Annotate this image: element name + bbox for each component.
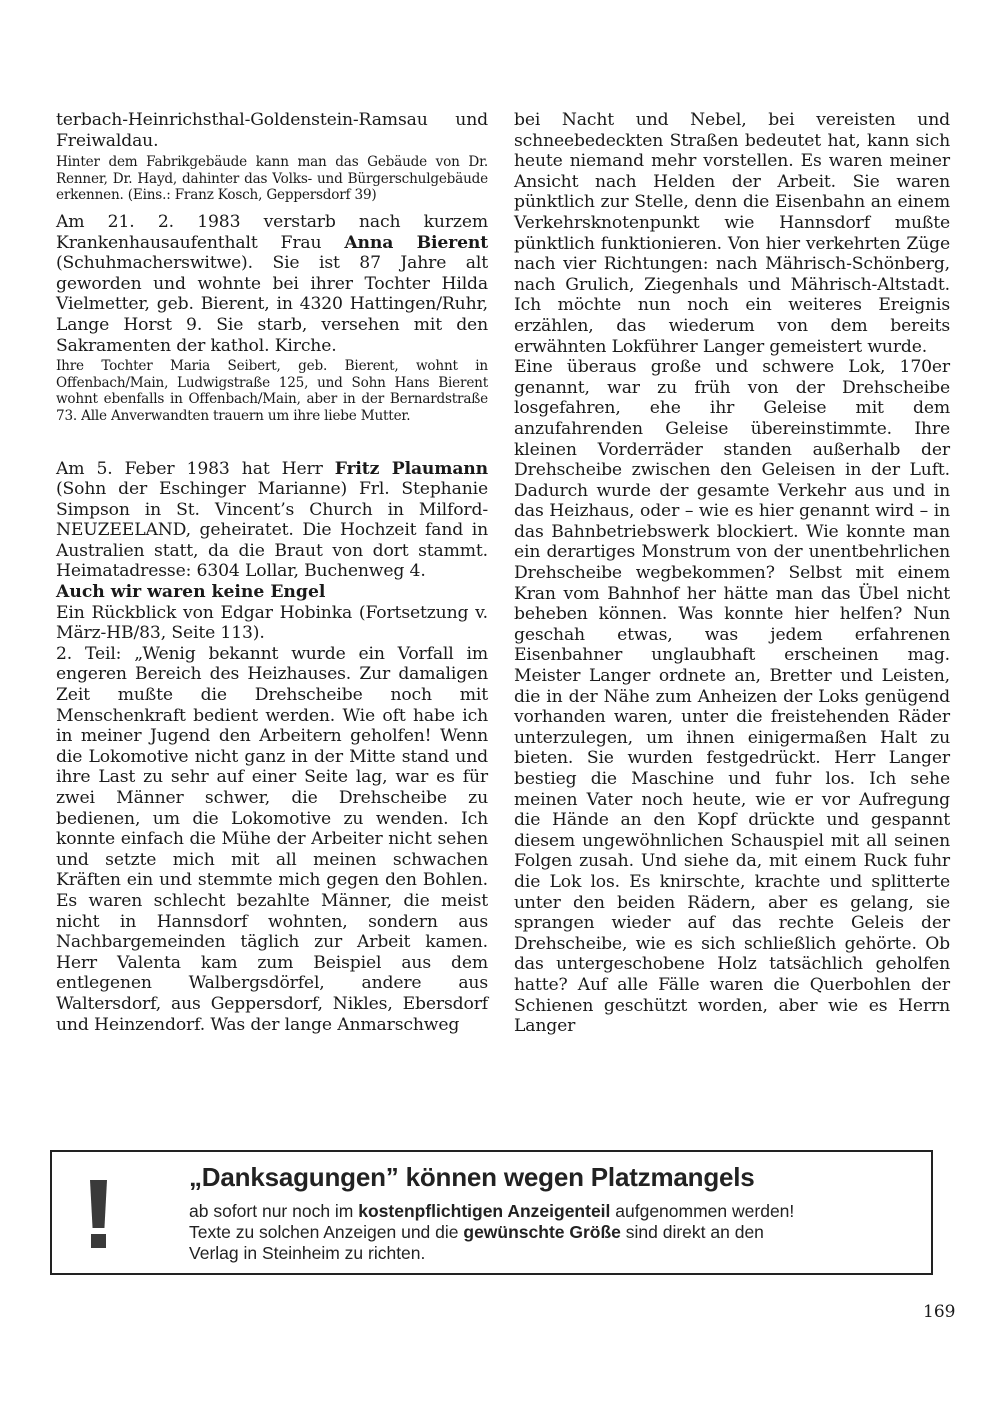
deceased-name: Anna Bierent (344, 232, 488, 253)
notice-line-2: Texte zu solchen Anzeigen und die gewünschte Größe sind direkt an den (189, 1222, 764, 1242)
notice-line-1: ab sofort nur noch im kostenpflichtigen Anzeigenteil aufgenommen werden! (189, 1201, 795, 1221)
photo-caption: Hinter dem Fabrikgebäude kann man das Gebäude von Dr. Renner, Dr. Hayd, dahinter das Volks- und Bürgerschulgebäude erkennen. (Eins.: Franz Kosch, Geppersdorf 39) (56, 154, 488, 204)
notice-box (50, 1150, 933, 1275)
groom-name: Fritz Plaumann (334, 458, 488, 479)
article-body-part1: 2. Teil: „Wenig bekannt wurde ein Vorfall im engeren Bereich des Heizhauses. Zur damaligen Zeit mußte die Drehscheibe noch mit Menschenkraft bedient werden. Wie oft habe ich in meiner Jugend den Arbeitern geholfen! Wenn die Lokomotive nicht ganz in der Mitte stand und ihre Last zu sehr auf einer Seite lag, war es für zwei Männer schwer, die Drehscheibe zu bedienen, um die Lokomotive zu wenden. Ich konnte einfach die Mühe der Arbeiter nicht sehen und setzte mich mit all meinen schwachen Kräften ein und stemmte mich gegen den Bohlen. Es waren schlecht bezahlte Männer, die meist nicht in Hannsdorf wohnten, sondern aus Nachbargemeinden täglich zur Arbeit kamen. Herr Valenta kam zum Beispiel aus dem entlegenen Walbergsdörfel, andere aus Waltersdorf, aus Geppersdorf, Nikles, Ebersdorf und Heinzendorf. Was der lange Anmarschweg (56, 643, 488, 1035)
article-heading: Auch wir waren keine Engel (56, 582, 326, 603)
article-body-part2: bei Nacht und Nebel, bei vereisten und schneebedeckten Straßen bedeutet hat, kann sich heute niemand mehr vorstellen. Es waren meiner Ansicht nach Helden der Arbeit. Sie waren pünktlich zur Stelle, denn die Eisenbahn an einem Verkehrsknotenpunkt wie Hannsdorf mußte pünktlich funktionieren. Von hier verkehrten Züge nach vier Richtungen: nach Mährisch-Schönberg, nach Grulich, Ziegenhals und Mährisch-Altstadt. Ich möchte nun noch ein weiteres Ereignis erzählen, das wiederum von dem bereits erwähnten Lokführer Langer gemeistert wurde. (514, 110, 950, 357)
notice-body (189, 1201, 929, 1264)
page-number: 169 (923, 1302, 956, 1322)
notice-line-3: Verlag in Steinheim zu richten. (189, 1243, 426, 1263)
exclamation-icon (90, 1180, 108, 1250)
article-intro: Ein Rückblick von Edgar Hobinka (Fortsetzung v. März-HB/83, Seite 113). (56, 602, 488, 644)
left-column (56, 110, 488, 1035)
article-body-part3: Eine überaus große und schwere Lok, 170er genannt, war zu früh von der Drehscheibe losgefahren, ehe ihr Geleise mit dem anzufahrenden Geleise übereinstimmte. Ihre kleinen Vorderräder standen außerhalb der Drehscheibe zwischen den Geleisen in der Luft. Dadurch wurde der gesamte Verkehr aus und in das Heizhaus, oder – wie es hier genannt wird – in das Bahnbetriebswerk blockiert. Wie konnte man ein derartiges Monstrum von der unentbehrlichen Drehscheibe wegbekommen? Selbst mit einem Kran vom Bahnhof her hätte man das Übel nicht beheben können. Was konnte hier helfen? Nun geschah etwas, was jedem erfahrenen Eisenbahner unglaubhaft erscheinen mag. Meister Langer ordnete an, Bretter und Leisten, die in der Nähe zum Anheizen der Loks genügend vorhanden waren, unter die freistehenden Räder unterzulegen, um ihnen einigermaßen Halt zu bieten. Sie wurden festgedrückt. Herr Langer bestieg die Maschine und fuhr los. Ich sehe meinen Vater noch heute, wie er vor Aufregung die Hände an den Kopf drückte und gespannt diesem ungewöhnlichen Schauspiel mit all seinen Folgen zusah. Und siehe da, mit einem Ruck fuhr die Lok los. Es knirschte, krachte und splitterte unter den beiden Rädern, aber es gelang, sie sprangen wieder auf das rechte Geleis der Drehscheibe, wie es sich schließlich gehörte. Ob das untergeschobene Holz tatsächlich geholfen hatte? Auf alle Fälle waren die Querbohlen der Schienen geschützt worden, aber wie es Herrn Langer (514, 357, 950, 1037)
wedding-announcement: Am 5. Feber 1983 hat Herr Fritz Plaumann (Sohn der Eschinger Marianne) Frl. Stephanie Simpson in St. Vincent’s Church in Milford-NEUZEELAND, geheiratet. Die Hochzeit fand in Australien statt, da die Braut von dort stammt. Heimatadresse: 6304 Lollar, Buchenweg 4. (56, 458, 488, 582)
obituary-relatives: Ihre Tochter Maria Seibert, geb. Bierent, wohnt in Offenbach/Main, Ludwigstraße 125, und Sohn Hans Bierent wohnt ebenfalls in Offenbach/Main, aber in der Bernardstraße 73. Alle Anverwandten trauern um ihre liebe Mutter. (56, 358, 488, 424)
obituary-paragraph: Am 21. 2. 1983 verstarb nach kurzem Krankenhausaufenthalt Frau Anna Bierent (Schuhmacherswitwe). Sie ist 87 Jahre alt geworden und wohnte bei ihrer Tochter Hilda Vielmetter, geb. Bierent, in 4320 Hattingen/Ruhr, Lange Horst 9. Sie starb, versehen mit den Sakramenten der kathol. Kirche. (56, 211, 488, 356)
place-names-paragraph: terbach-Heinrichsthal-Goldenstein-Ramsau und Freiwaldau. (56, 110, 488, 151)
notice-title: „Danksagungen” können wegen Platzmangels (189, 1162, 755, 1192)
right-column (514, 110, 950, 1037)
